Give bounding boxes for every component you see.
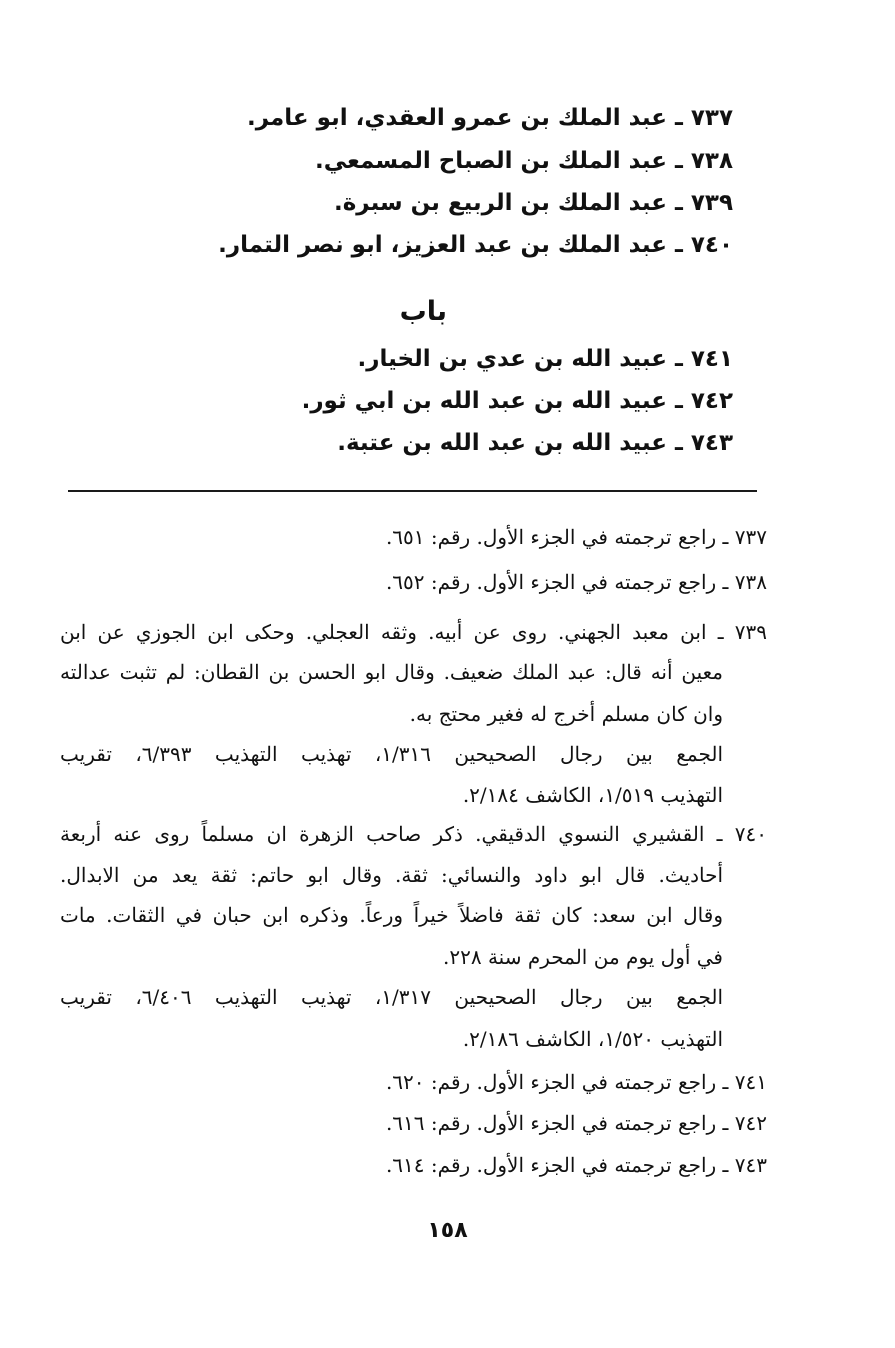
footnote-742: ٧٤٢ ـ راجع ترجمته في الجزء الأول. رقم: ٦١٦. (385, 1111, 767, 1135)
entry-743: ٧٤٣ ـ عبيد الله بن عبد الله بن عتبة. (337, 430, 733, 456)
footnote-738: ٧٣٨ ـ راجع ترجمته في الجزء الأول. رقم: ٦٥٢. (385, 570, 767, 594)
entry-737: ٧٣٧ ـ عبد الملك بن عمرو العقدي، ابو عامر. (247, 105, 733, 131)
page-number: ١٥٨ (427, 1218, 468, 1243)
footnote-740-reference-2: التهذيب ١/٥٢٠، الكاشف ٢/١٨٦. (462, 1027, 723, 1051)
entry-740: ٧٤٠ ـ عبد الملك بن عبد العزيز، ابو نصر التمار. (218, 232, 733, 258)
footnote-739-line-2: معين أنه قال: عبد الملك ضعيف. وقال ابو الحسن بن القطان: لم تثبت عدالته (60, 660, 723, 684)
entry-739: ٧٣٩ ـ عبد الملك بن الربيع بن سبرة. (333, 190, 733, 216)
footnote-740-line-2: أحاديث. قال ابو داود والنسائي: ثقة. وقال ابو حاتم: ثقة يعد من الابدال. (60, 863, 723, 887)
footnote-743: ٧٤٣ ـ راجع ترجمته في الجزء الأول. رقم: ٦١٤. (385, 1153, 767, 1177)
entry-741: ٧٤١ ـ عبيد الله بن عدي بن الخيار. (357, 346, 733, 372)
footnote-740-line-3: وقال ابن سعد: كان ثقة فاضلاً خيراً ورعاً. وذكره ابن حبان في الثقات. مات (60, 903, 723, 927)
footnote-740-reference-1: الجمع بين رجال الصحيحين ١/٣١٧، تهذيب التهذيب ٦/٤٠٦، تقريب (60, 985, 723, 1009)
footnote-740-line-4: في أول يوم من المحرم سنة ٢٢٨. (443, 945, 723, 969)
footnote-739-line-3: وان كان مسلم أخرج له فغير محتج به. (409, 702, 723, 726)
entry-742: ٧٤٢ ـ عبيد الله بن عبد الله بن ابي ثور. (301, 388, 733, 414)
section-heading: باب (399, 296, 447, 327)
footnote-739-line-1: ٧٣٩ ـ ابن معبد الجهني. روى عن أبيه. وثقه العجلي. وحكى ابن الجوزي عن ابن (60, 620, 767, 644)
entry-738: ٧٣٨ ـ عبد الملك بن الصباح المسمعي. (314, 148, 733, 174)
footnote-741: ٧٤١ ـ راجع ترجمته في الجزء الأول. رقم: ٦٢٠. (385, 1070, 767, 1094)
footnote-739-reference-2: التهذيب ١/٥١٩، الكاشف ٢/١٨٤. (462, 783, 723, 807)
footnote-740-line-1: ٧٤٠ ـ القشيري النسوي الدقيقي. ذكر صاحب الزهرة ان مسلماً روى عنه أربعة (60, 822, 767, 846)
footnote-737: ٧٣٧ ـ راجع ترجمته في الجزء الأول. رقم: ٦٥١. (385, 525, 767, 549)
footnote-739-reference-1: الجمع بين رجال الصحيحين ١/٣١٦، تهذيب التهذيب ٦/٣٩٣، تقريب (60, 742, 723, 766)
footnote-divider (68, 490, 757, 492)
